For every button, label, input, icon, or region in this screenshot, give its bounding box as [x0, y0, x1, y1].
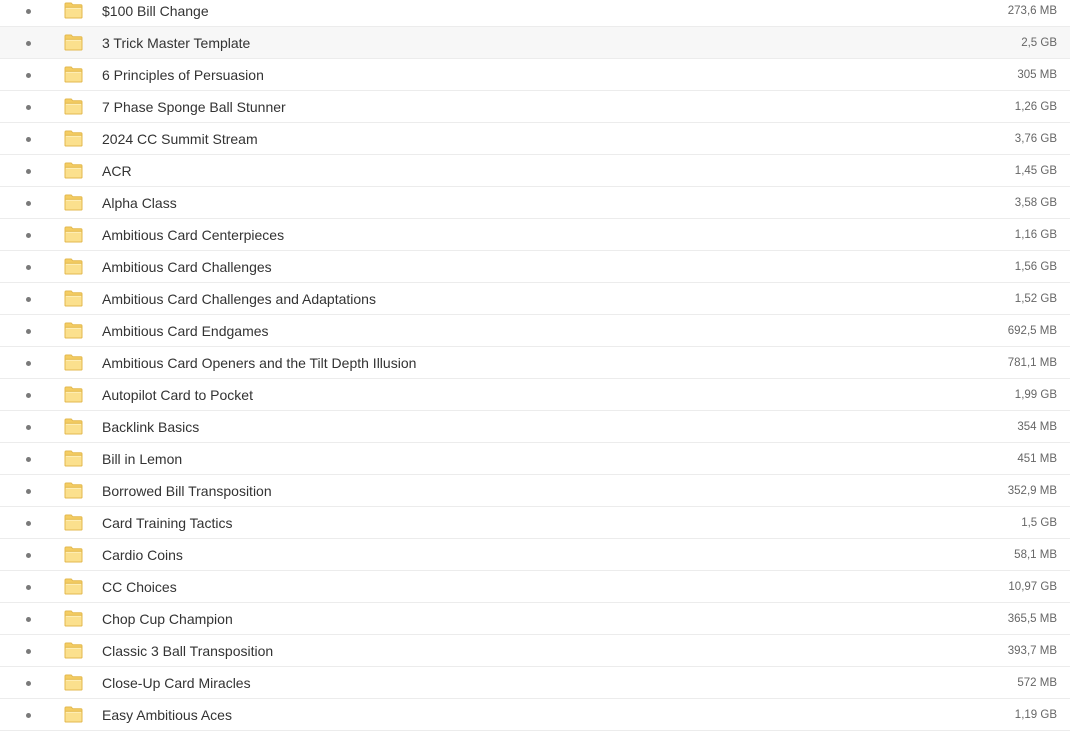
- file-row[interactable]: [0, 27, 1070, 59]
- file-size: 365,5 MB: [1007, 613, 1057, 625]
- file-size: 10,97 GB: [1008, 581, 1057, 593]
- folder-icon[interactable]: [64, 706, 83, 723]
- file-size: 3,58 GB: [1014, 197, 1057, 209]
- file-name[interactable]: Ambitious Card Endgames: [102, 323, 269, 339]
- folder-icon[interactable]: [64, 290, 83, 307]
- file-name[interactable]: Ambitious Card Challenges and Adaptations: [102, 291, 376, 307]
- file-name[interactable]: Card Training Tactics: [102, 515, 233, 531]
- file-name[interactable]: Classic 3 Ball Transposition: [102, 643, 274, 659]
- bullet-icon: [26, 361, 31, 366]
- file-name[interactable]: ACR: [102, 163, 132, 179]
- file-row[interactable]: [0, 0, 1070, 27]
- folder-icon[interactable]: [64, 2, 83, 19]
- file-row[interactable]: [0, 699, 1070, 731]
- file-name[interactable]: Ambitious Card Centerpieces: [102, 227, 285, 243]
- bullet-icon: [26, 713, 31, 718]
- folder-icon[interactable]: [64, 258, 83, 275]
- file-row[interactable]: [0, 539, 1070, 571]
- file-name[interactable]: Backlink Basics: [102, 419, 200, 435]
- file-size: 352,9 MB: [1007, 485, 1057, 497]
- file-row[interactable]: [0, 411, 1070, 443]
- folder-icon[interactable]: [64, 130, 83, 147]
- file-size: 1,56 GB: [1014, 261, 1057, 273]
- bullet-icon: [26, 585, 31, 590]
- folder-icon[interactable]: [64, 450, 83, 467]
- bullet-icon: [26, 553, 31, 558]
- file-row[interactable]: [0, 59, 1070, 91]
- file-row[interactable]: [0, 667, 1070, 699]
- file-row[interactable]: [0, 379, 1070, 411]
- file-row[interactable]: [0, 187, 1070, 219]
- file-name[interactable]: CC Choices: [102, 579, 177, 595]
- bullet-icon: [26, 201, 31, 206]
- folder-icon[interactable]: [64, 226, 83, 243]
- bullet-icon: [26, 233, 31, 238]
- folder-icon[interactable]: [64, 482, 83, 499]
- folder-icon[interactable]: [64, 674, 83, 691]
- file-name[interactable]: Alpha Class: [102, 195, 177, 211]
- file-name[interactable]: Ambitious Card Challenges: [102, 259, 272, 275]
- file-name[interactable]: Chop Cup Champion: [102, 611, 233, 627]
- folder-icon[interactable]: [64, 194, 83, 211]
- file-size: 393,7 MB: [1007, 645, 1057, 657]
- folder-icon[interactable]: [64, 514, 83, 531]
- folder-icon[interactable]: [64, 418, 83, 435]
- file-size: 305 MB: [1017, 69, 1057, 81]
- file-name[interactable]: 6 Principles of Persuasion: [102, 67, 264, 83]
- folder-icon[interactable]: [64, 610, 83, 627]
- folder-icon[interactable]: [64, 578, 83, 595]
- file-row[interactable]: [0, 603, 1070, 635]
- bullet-icon: [26, 73, 31, 78]
- file-row[interactable]: [0, 219, 1070, 251]
- file-row[interactable]: [0, 571, 1070, 603]
- bullet-icon: [26, 297, 31, 302]
- bullet-icon: [26, 169, 31, 174]
- bullet-icon: [26, 137, 31, 142]
- file-size: 58,1 MB: [1014, 549, 1057, 561]
- file-size: 1,45 GB: [1014, 165, 1057, 177]
- bullet-icon: [26, 41, 31, 46]
- file-row[interactable]: [0, 283, 1070, 315]
- bullet-icon: [26, 393, 31, 398]
- bullet-icon: [26, 649, 31, 654]
- folder-icon[interactable]: [64, 34, 83, 51]
- bullet-icon: [26, 329, 31, 334]
- file-name[interactable]: Easy Ambitious Aces: [102, 707, 232, 723]
- file-size: 1,16 GB: [1014, 229, 1057, 241]
- file-size: 692,5 MB: [1007, 325, 1057, 337]
- file-name[interactable]: 7 Phase Sponge Ball Stunner: [102, 99, 286, 115]
- file-size: 354 MB: [1017, 421, 1057, 433]
- file-size: 781,1 MB: [1007, 357, 1057, 369]
- bullet-icon: [26, 617, 31, 622]
- file-size: 3,76 GB: [1014, 133, 1057, 145]
- file-name[interactable]: 3 Trick Master Template: [102, 35, 251, 51]
- folder-icon[interactable]: [64, 98, 83, 115]
- file-size: 1,26 GB: [1014, 101, 1057, 113]
- folder-icon[interactable]: [64, 642, 83, 659]
- file-name[interactable]: 2024 CC Summit Stream: [102, 131, 258, 147]
- file-row[interactable]: [0, 635, 1070, 667]
- folder-icon[interactable]: [64, 386, 83, 403]
- file-row[interactable]: [0, 475, 1070, 507]
- bullet-icon: [26, 425, 31, 430]
- file-name[interactable]: Cardio Coins: [102, 547, 183, 563]
- bullet-icon: [26, 105, 31, 110]
- file-name[interactable]: Close-Up Card Miracles: [102, 675, 251, 691]
- file-row[interactable]: [0, 155, 1070, 187]
- file-size: 1,52 GB: [1014, 293, 1057, 305]
- file-size: 1,5 GB: [1021, 517, 1057, 529]
- file-size: 273,6 MB: [1007, 5, 1057, 17]
- folder-icon[interactable]: [64, 66, 83, 83]
- folder-icon[interactable]: [64, 162, 83, 179]
- file-name[interactable]: Borrowed Bill Transposition: [102, 483, 272, 499]
- file-row[interactable]: [0, 507, 1070, 539]
- file-name[interactable]: Autopilot Card to Pocket: [102, 387, 253, 403]
- file-name[interactable]: Ambitious Card Openers and the Tilt Depth Illusion: [102, 355, 417, 371]
- file-size: 572 MB: [1017, 677, 1057, 689]
- file-row[interactable]: [0, 347, 1070, 379]
- bullet-icon: [26, 521, 31, 526]
- folder-icon[interactable]: [64, 354, 83, 371]
- bullet-icon: [26, 681, 31, 686]
- folder-icon[interactable]: [64, 546, 83, 563]
- bullet-icon: [26, 265, 31, 270]
- file-size: 451 MB: [1017, 453, 1057, 465]
- file-row[interactable]: [0, 123, 1070, 155]
- file-row[interactable]: [0, 251, 1070, 283]
- file-size: 1,99 GB: [1014, 389, 1057, 401]
- file-size: 1,19 GB: [1014, 709, 1057, 721]
- file-row[interactable]: [0, 443, 1070, 475]
- file-row[interactable]: [0, 315, 1070, 347]
- bullet-icon: [26, 9, 31, 14]
- file-row[interactable]: [0, 91, 1070, 123]
- bullet-icon: [26, 457, 31, 462]
- bullet-icon: [26, 489, 31, 494]
- file-name[interactable]: $100 Bill Change: [102, 3, 209, 19]
- file-size: 2,5 GB: [1021, 37, 1057, 49]
- file-name[interactable]: Bill in Lemon: [102, 451, 183, 467]
- folder-icon[interactable]: [64, 322, 83, 339]
